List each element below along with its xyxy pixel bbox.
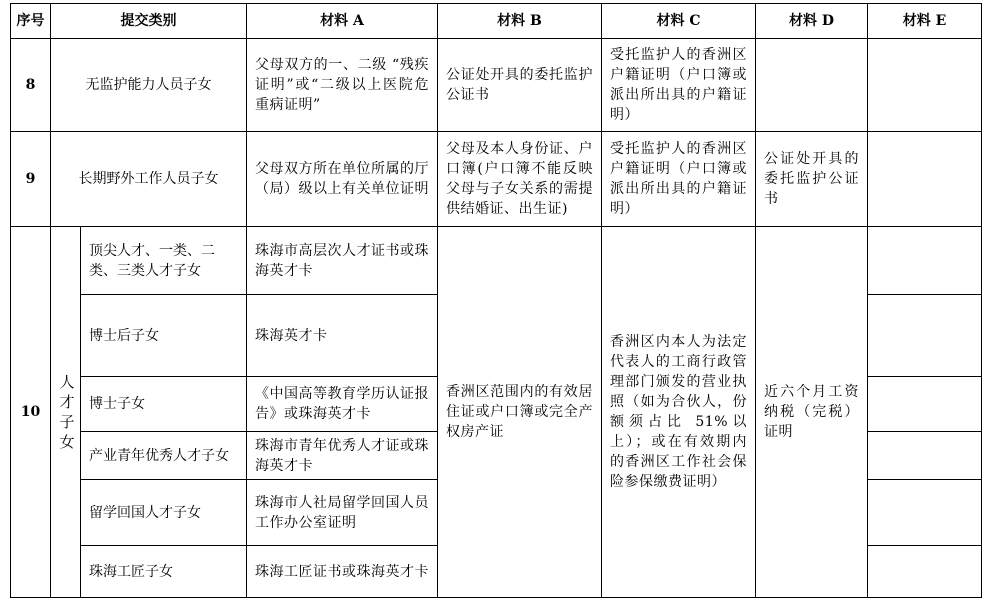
- cell-material-c: 香洲区内本人为法定代表人的工商行政管理部门颁发的营业执照（如为合伙人，份额须占比 51%以上）；或在有效期内的香洲区工作社会保险参保缴费证明）: [602, 227, 756, 598]
- cell-material-a: 珠海市高层次人才证书或珠海英才卡: [247, 227, 438, 295]
- header-material-b: 材料 B: [438, 4, 602, 39]
- row-category: 产业青年优秀人才子女: [81, 432, 247, 480]
- row-category: 博士后子女: [81, 295, 247, 377]
- cell-material-e: [868, 480, 982, 546]
- cell-material-a: 珠海市人社局留学回国人员工作办公室证明: [247, 480, 438, 546]
- cell-material-a: 《中国高等教育学历认证报告》或珠海英才卡: [247, 377, 438, 432]
- cell-material-e: [868, 132, 982, 227]
- cell-material-d: 公证处开具的委托监护公证书: [756, 132, 868, 227]
- row-seq: 9: [11, 132, 51, 227]
- cell-material-d: [756, 39, 868, 132]
- row-category: 无监护能力人员子女: [51, 39, 247, 132]
- talent-group-label: [51, 227, 81, 598]
- row-category: 长期野外工作人员子女: [51, 132, 247, 227]
- cell-material-b: 香洲区范围内的有效居住证或户口簿或完全产权房产证: [438, 227, 602, 598]
- row-seq: 10: [11, 227, 51, 598]
- cell-material-e: [868, 432, 982, 480]
- row-seq: 8: [11, 39, 51, 132]
- table-row: [11, 39, 982, 132]
- header-material-c: 材料 C: [602, 4, 756, 39]
- row-category: 珠海工匠子女: [81, 546, 247, 598]
- cell-material-d: 近六个月工资纳税（完税）证明: [756, 227, 868, 598]
- header-seq: 序号: [11, 4, 51, 39]
- table-row: [11, 132, 982, 227]
- row-category: 留学回国人才子女: [81, 480, 247, 546]
- header-material-e: 材料 E: [868, 4, 982, 39]
- cell-material-a: 父母双方的一、二级 “残疾证明”或“二级以上医院危重病证明”: [247, 39, 438, 132]
- materials-table: [10, 3, 982, 598]
- cell-material-e: [868, 227, 982, 295]
- cell-material-e: [868, 377, 982, 432]
- cell-material-b: 父母及本人身份证、户口簿(户口簿不能反映父母与子女关系的需提供结婚证、出生证): [438, 132, 602, 227]
- row-category: 顶尖人才、一类、二类、三类人才子女: [81, 227, 247, 295]
- cell-material-e: [868, 39, 982, 132]
- cell-material-a: 父母双方所在单位所属的厅（局）级以上有关单位证明: [247, 132, 438, 227]
- row-category: 博士子女: [81, 377, 247, 432]
- talent-group-text: 人才子女: [59, 372, 75, 451]
- cell-material-c: 受托监护人的香洲区户籍证明（户口簿或派出所出具的户籍证明）: [602, 132, 756, 227]
- cell-material-e: [868, 546, 982, 598]
- cell-material-b: 公证处开具的委托监护公证书: [438, 39, 602, 132]
- cell-material-a: 珠海英才卡: [247, 295, 438, 377]
- header-material-d: 材料 D: [756, 4, 868, 39]
- header-material-a: 材料 A: [247, 4, 438, 39]
- cell-material-c: 受托监护人的香洲区户籍证明（户口簿或派出所出具的户籍证明）: [602, 39, 756, 132]
- table-row: [11, 227, 982, 295]
- cell-material-a: 珠海工匠证书或珠海英才卡: [247, 546, 438, 598]
- cell-material-a: 珠海市青年优秀人才证或珠海英才卡: [247, 432, 438, 480]
- header-row: [11, 4, 982, 39]
- cell-material-e: [868, 295, 982, 377]
- header-category: 提交类别: [51, 4, 247, 39]
